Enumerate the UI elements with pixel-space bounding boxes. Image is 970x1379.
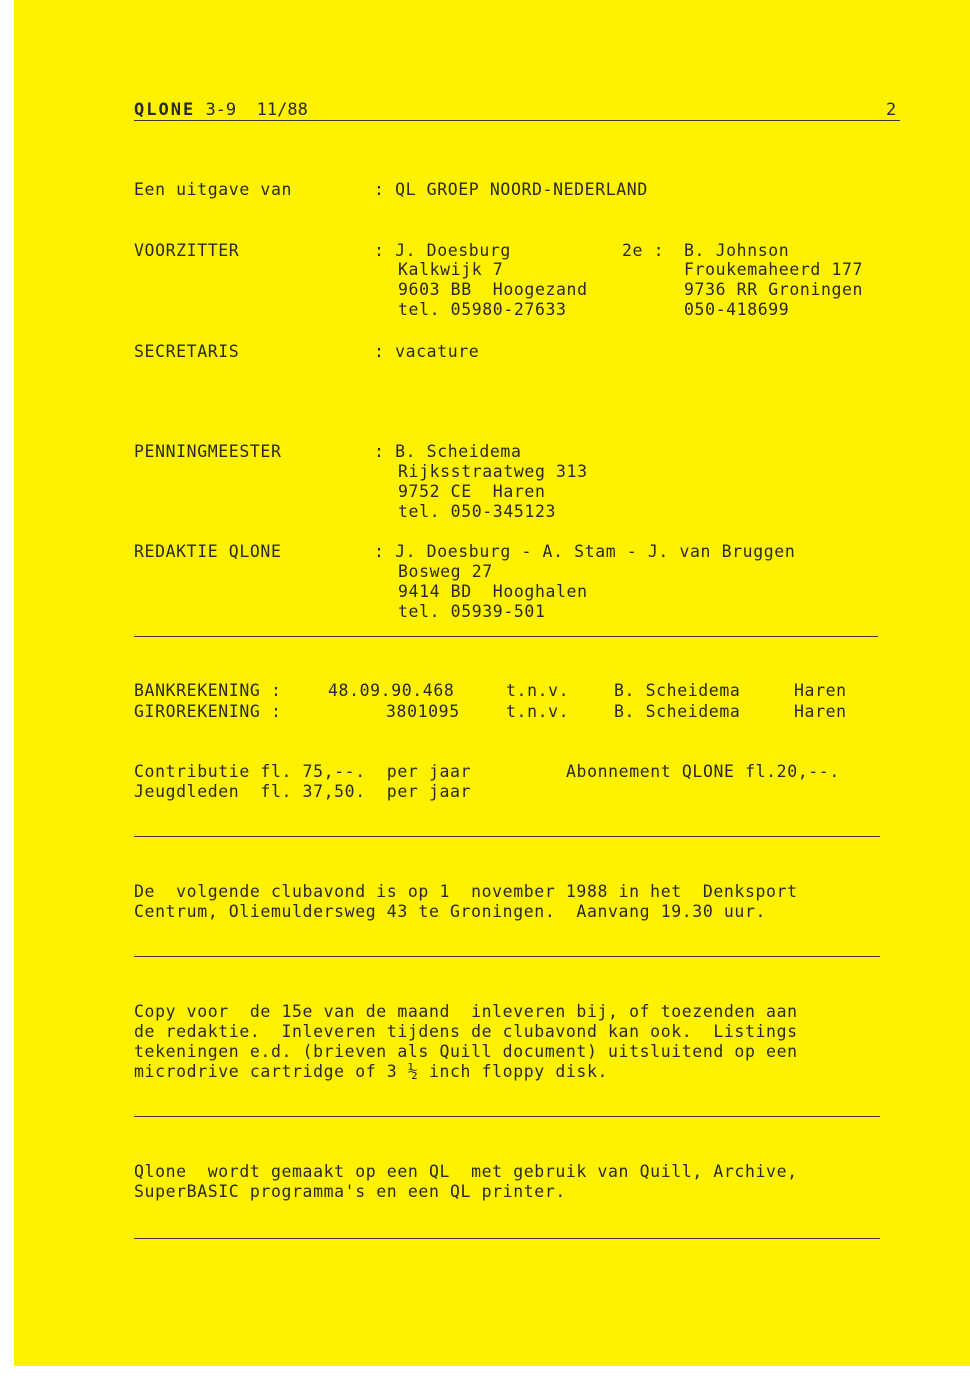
giro-account-tnv: t.n.v. — [506, 702, 570, 721]
publisher-value: : QL GROEP NOORD-NEDERLAND — [374, 180, 648, 199]
section-rule — [134, 1116, 880, 1117]
issue-date: 11/88 — [256, 100, 308, 120]
header-left — [134, 100, 308, 120]
bank-account-city: Haren — [794, 681, 847, 700]
production-line-1: Qlone wordt gemaakt op een QL met gebruik van Quill, Archive, — [134, 1162, 798, 1181]
copy-line-2: de redaktie. Inleveren tijdens de clubavond kan ook. Listings — [134, 1022, 798, 1041]
chairman-city: 9603 BB Hoogezand — [398, 280, 588, 299]
section-rule — [134, 956, 880, 957]
treasurer-street: Rijksstraatweg 313 — [398, 462, 588, 481]
bank-account-name: B. Scheidema — [614, 681, 741, 700]
second-chairman-name: B. Johnson — [684, 241, 790, 260]
treasurer-phone: tel. 050-345123 — [398, 502, 557, 521]
bank-account-label: BANKREKENING : — [134, 681, 282, 700]
giro-account-name: B. Scheidema — [614, 702, 741, 721]
treasurer-label: PENNINGMEESTER — [134, 442, 282, 461]
giro-account-number: 3801095 — [386, 702, 460, 721]
chairman-name: : J. Doesburg — [374, 241, 511, 260]
chairman-label: VOORZITTER — [134, 241, 240, 260]
bank-account-tnv: t.n.v. — [506, 681, 570, 700]
issue-number: 3-9 — [205, 100, 237, 120]
treasurer-city: 9752 CE Haren — [398, 482, 546, 501]
fee-youth: Jeugdleden fl. 37,50. per jaar — [134, 782, 472, 801]
copy-line-1: Copy voor de 15e van de maand inleveren bij, of toezenden aan — [134, 1002, 798, 1021]
treasurer-name: : B. Scheidema — [374, 442, 522, 461]
editors-city: 9414 BD Hooghalen — [398, 582, 588, 601]
secretary-label: SECRETARIS — [134, 342, 240, 361]
document-page — [14, 0, 970, 1366]
section-rule — [134, 1238, 880, 1239]
production-line-2: SuperBASIC programma's en een QL printer. — [134, 1182, 566, 1201]
second-chairman-city: 9736 RR Groningen — [684, 280, 864, 299]
secretary-value: : vacature — [374, 342, 480, 361]
publisher-label: Een uitgave van — [134, 180, 293, 199]
header-rule — [134, 120, 900, 121]
second-chairman-street: Froukemaheerd 177 — [684, 260, 864, 279]
chairman-phone: tel. 05980-27633 — [398, 300, 567, 319]
chairman-street: Kalkwijk 7 — [398, 260, 504, 279]
second-chairman-phone: 050-418699 — [684, 300, 790, 319]
editors-phone: tel. 05939-501 — [398, 602, 546, 621]
editors-label: REDAKTIE QLONE — [134, 542, 282, 561]
giro-account-city: Haren — [794, 702, 847, 721]
copy-line-4: microdrive cartridge of 3 ½ inch floppy disk. — [134, 1062, 609, 1081]
section-rule — [134, 836, 880, 837]
meeting-line-2: Centrum, Oliemuldersweg 43 te Groningen. Aanvang 19.30 uur. — [134, 902, 767, 921]
publication-title: QLONE — [134, 100, 196, 120]
copy-line-3: tekeningen e.d. (brieven als Quill document) uitsluitend op een — [134, 1042, 798, 1061]
fee-subscription: Abonnement QLONE fl.20,--. — [566, 762, 840, 781]
editors-names: : J. Doesburg - A. Stam - J. van Bruggen — [374, 542, 796, 561]
page-number: 2 — [886, 100, 897, 120]
editors-street: Bosweg 27 — [398, 562, 493, 581]
bank-account-number: 48.09.90.468 — [328, 681, 455, 700]
meeting-line-1: De volgende clubavond is op 1 november 1988 in het Denksport — [134, 882, 798, 901]
second-chairman-marker: 2e : — [622, 241, 665, 260]
section-rule — [134, 636, 878, 637]
fee-contribution: Contributie fl. 75,--. per jaar — [134, 762, 472, 781]
giro-account-label: GIROREKENING : — [134, 702, 282, 721]
